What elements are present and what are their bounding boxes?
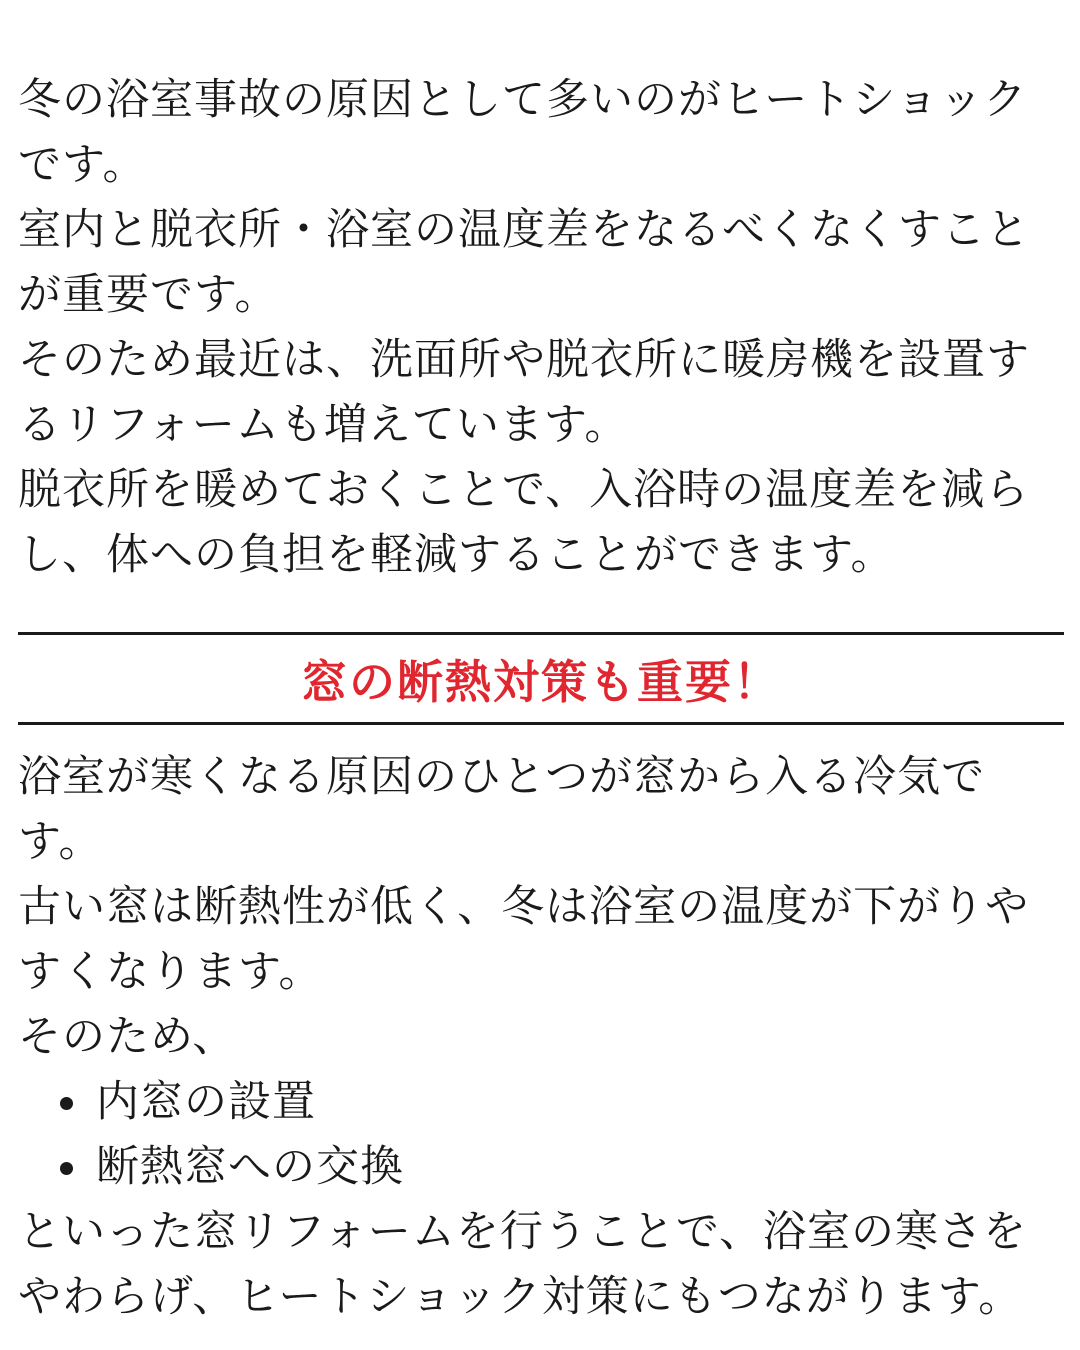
- bullet-list: [18, 1070, 1064, 1200]
- section-paragraph: 古い窓は断熱性が低く、冬は浴室の温度が下がりやすくなります。: [18, 882, 1030, 997]
- section-heading: 窓の断熱対策も重要！: [301, 654, 781, 709]
- window-section: [18, 745, 1064, 1330]
- list-item: [18, 1135, 1064, 1200]
- article: [18, 68, 1064, 1330]
- bullet-icon: [60, 1162, 73, 1175]
- list-item-text: 断熱窓への交換: [96, 1142, 404, 1192]
- bullet-icon: [60, 1097, 73, 1110]
- bottom-divider: [18, 722, 1064, 725]
- closing-paragraph: といった窓リフォームを行うことで、浴室の寒さをやわらげ、ヒートショック対策にもつながります。: [18, 1207, 1027, 1322]
- intro-paragraph: 脱衣所を暖めておくことで、入浴時の温度差を減らし、体への負担を軽減することができます。: [18, 465, 1030, 580]
- section-heading-block: [18, 632, 1064, 725]
- intro-paragraph: 室内と脱衣所・浴室の温度差をなるべくなくすことが重要です。: [18, 205, 1030, 320]
- list-item: [18, 1070, 1064, 1135]
- intro-section: [18, 68, 1064, 608]
- list-item-text: 内窓の設置: [96, 1077, 316, 1127]
- intro-paragraph: 冬の浴室事故の原因として多いのがヒートショックです。: [18, 75, 1028, 190]
- intro-paragraph: そのため最近は、洗面所や脱衣所に暖房機を設置するリフォームも増えています。: [18, 335, 1030, 450]
- section-paragraph: そのため、: [18, 1012, 237, 1062]
- section-paragraph: 浴室が寒くなる原因のひとつが窓から入る冷気です。: [18, 752, 986, 867]
